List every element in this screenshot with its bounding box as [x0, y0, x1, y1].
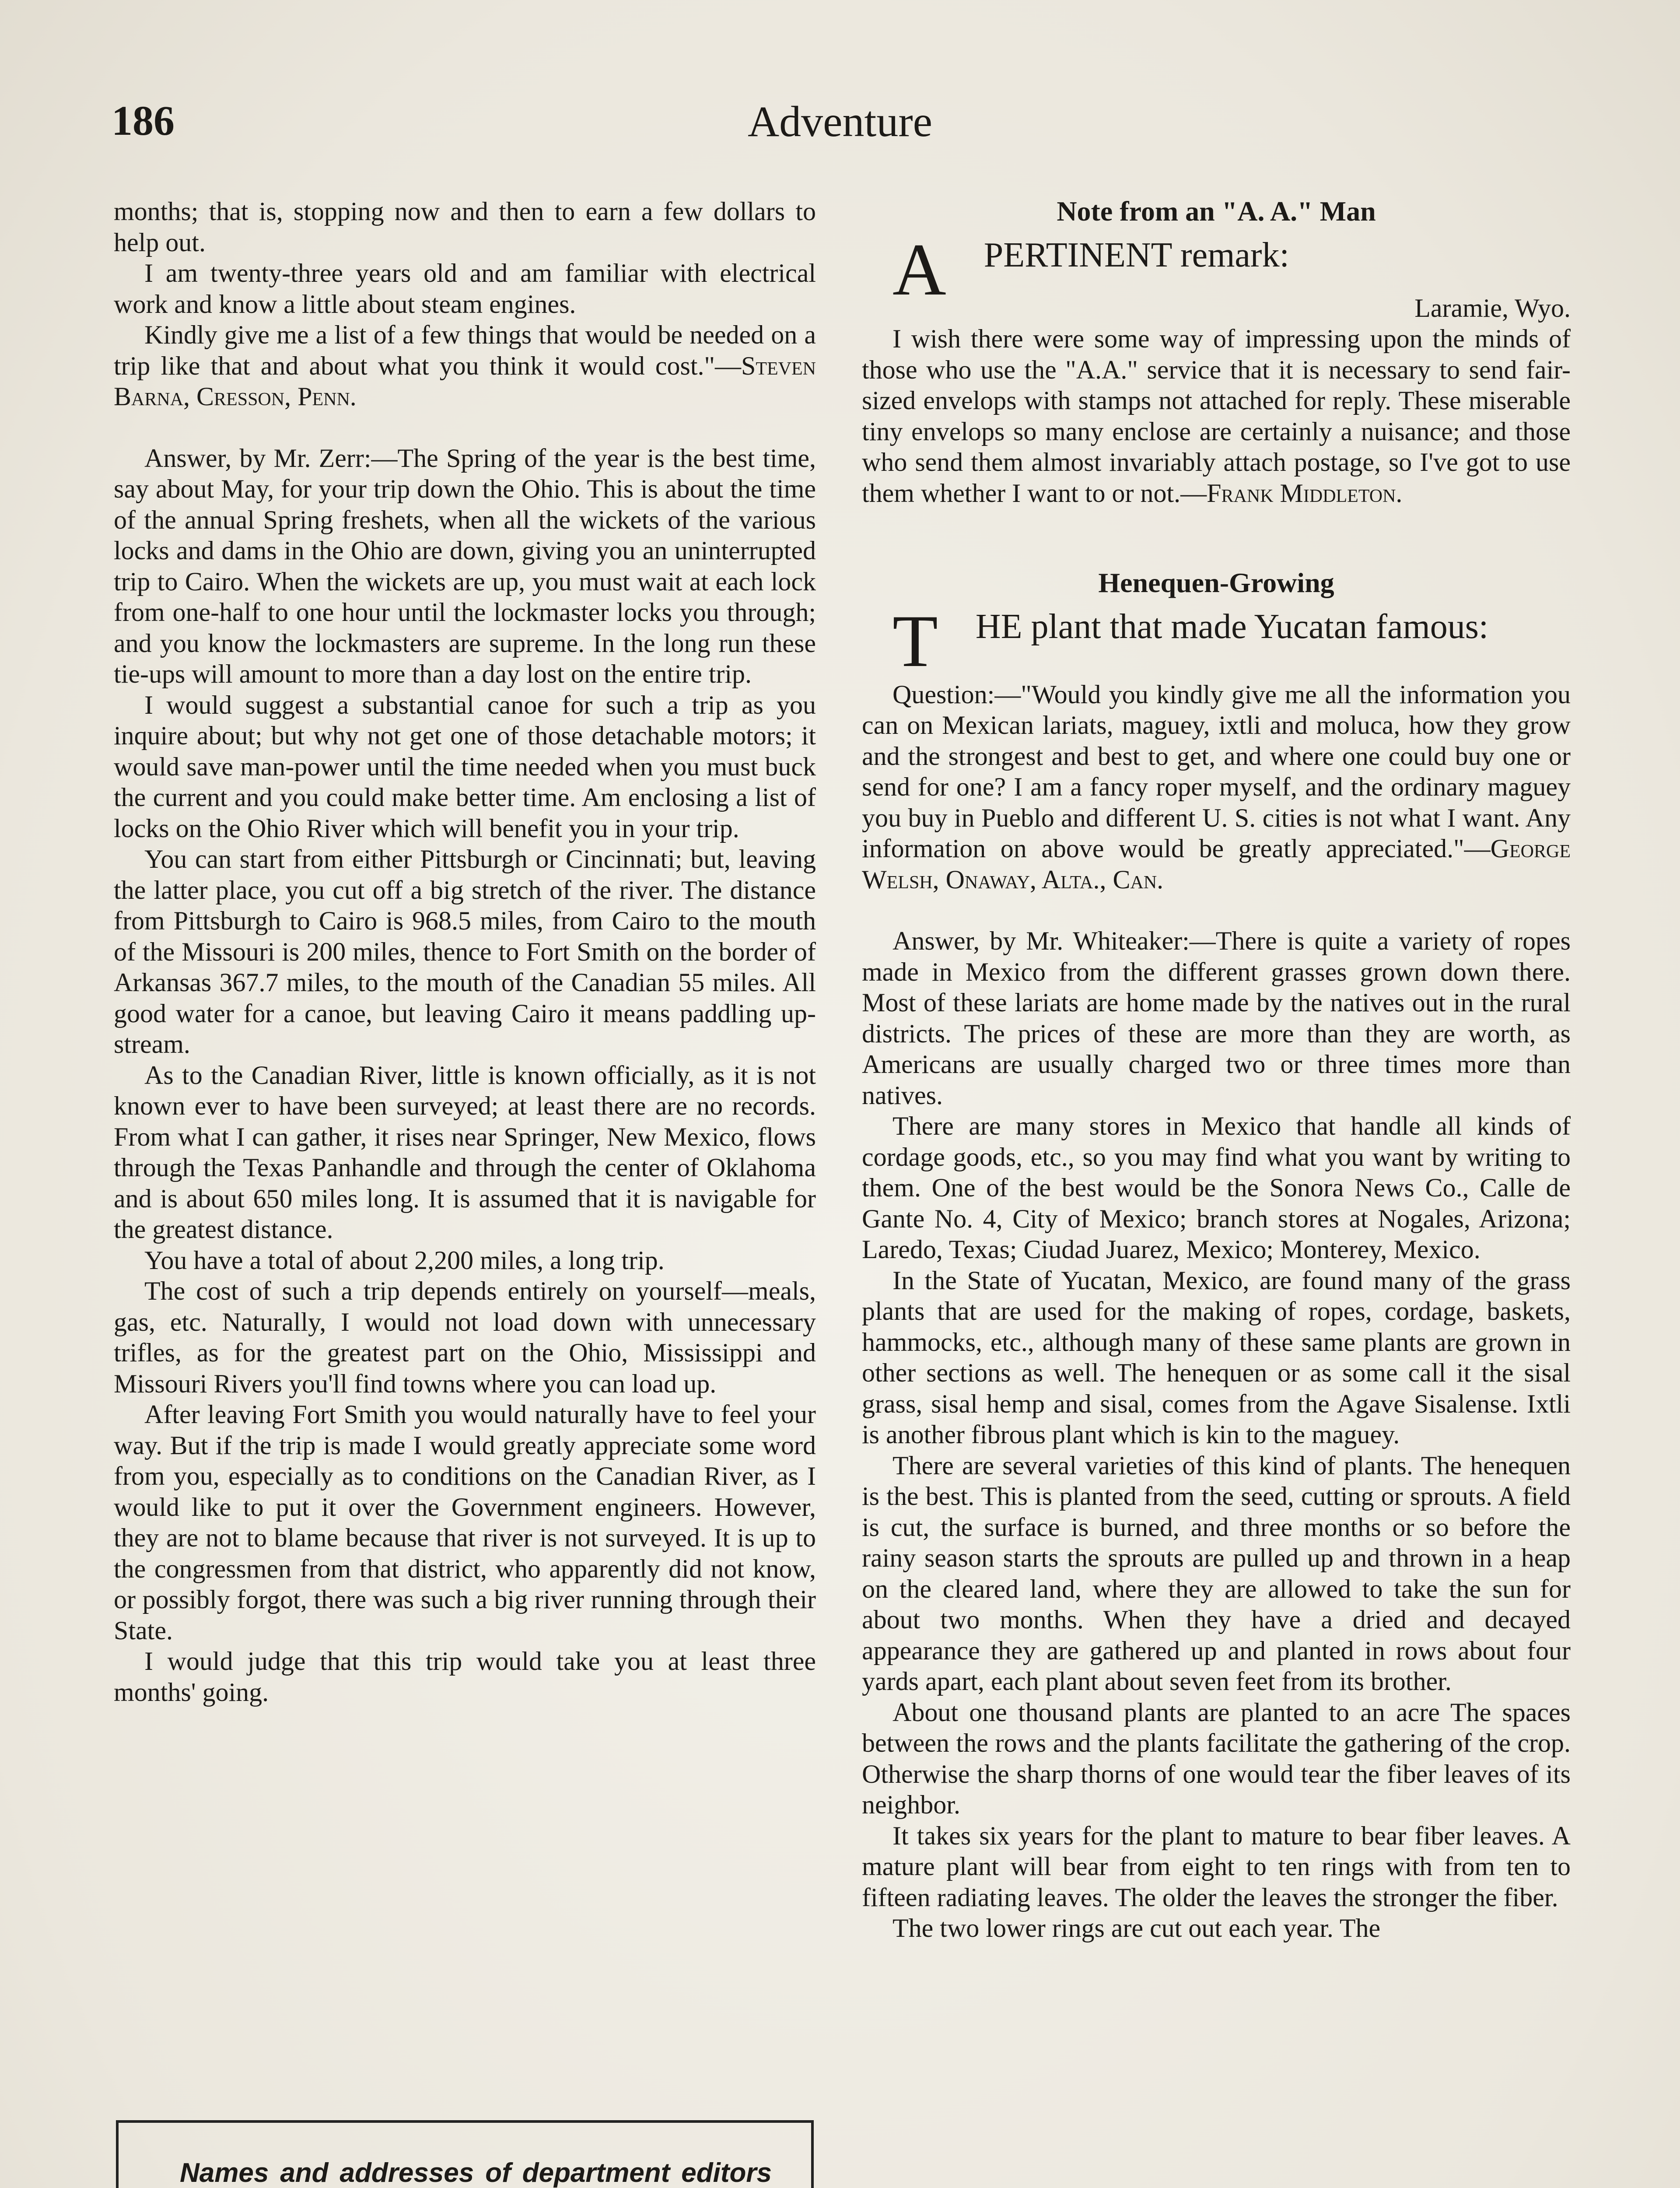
letter-signature: Frank Middleton.: [1207, 478, 1403, 508]
paragraph: About one thousand plants are planted to an acre The spaces between the rows and the plants facilitate the gathering of the crop. Otherwise the sharp thorns of one would tear the fiber leaves of its neighbor.: [862, 1697, 1571, 1819]
answer-paragraph: Answer, by Mr. Whiteaker:—There is quite a variety of ropes made in Mexico from the different grasses grown down there. Most of these lariats are home made by the natives out in the rural districts. The prices of these are more than they are worth, as Americans are usually charged two or three times more than natives.: [862, 926, 1571, 1110]
paragraph: You can start from either Pittsburgh or Cincinnati; but, leaving the latter place, you cut off a big stretch of the river. The distance from Pittsburgh to Cairo is 968.5 miles, from Cairo to the mouth of the Missouri is 200 miles, thence to Fort Smith on the border of Arkansas 367.7 miles, to the mouth of the Canadian 55 miles. All good water for a canoe, but leaving Cairo it means paddling up-stream.: [114, 845, 816, 1059]
paragraph: I would judge that this trip would take you at least three months' going.: [114, 1647, 816, 1707]
paragraph-text: Kindly give me a list of a few things that would be needed on a trip like that and about what you think it would cost."—: [114, 320, 816, 380]
letter-signature: Steven Barna, Cresson, Penn.: [114, 351, 816, 411]
page-number: 186: [112, 97, 175, 144]
section-lead: [862, 600, 1571, 682]
page-header: [112, 92, 1568, 153]
question-paragraph: [862, 679, 1571, 895]
paragraph: The cost of such a trip depends entirely on yourself—meals, gas, etc. Naturally, I would not load down with unnecessary trifles, as for the greatest part on the Ohio, Mississippi and Missouri Rivers you'll find towns where you can load up.: [114, 1276, 816, 1398]
paragraph: There are many stores in Mexico that handle all kinds of cordage goods, etc., so you may find what you want by writing to them. One of the best would be the Sonora News Co., Calle de Gante No. 4, City of Mexico; branch stores at Nogales, Arizona; Laredo, Texas; Ciudad Juarez, Mexico; Monterey, Mexico.: [862, 1112, 1571, 1264]
paragraph: months; that is, stopping now and then to earn a few dollars to help out.: [114, 197, 816, 257]
paragraph: You have a total of about 2,200 miles, a long trip.: [144, 1245, 665, 1275]
section-title: Henequen-Growing: [1098, 567, 1334, 598]
lead-text: PERTINENT remark:: [984, 235, 1289, 274]
running-head-title: Adventure: [747, 97, 933, 146]
paragraph: It takes six years for the plant to mature to bear fiber leaves. A mature plant will bear from eight to ten rings with from ten to fifteen radiating leaves. The older the leaves the stronger the fiber.: [862, 1821, 1571, 1912]
paragraph: The two lower rings are cut out each year. The: [892, 1914, 1381, 1943]
paragraph: After leaving Fort Smith you would naturally have to feel your way. But if the trip is made I would greatly appreciate some word from you, especially as to conditions on the Canadian River, as I would like to put it over the Government engineers. However, they are not to blame because that river is not surveyed. It is up to the congressmen from that district, who apparently did not know, or possibly forgot, there was such a big river running through their State.: [114, 1400, 816, 1645]
answer-paragraph: Answer, by Mr. Zerr:—The Spring of the year is the best time, say about May, for your trip down the Ohio. This is about the time of the annual Spring freshets, when all the wickets of the various locks and dams in the Ohio are down, giving you an uninterrupted trip to Cairo. When the wickets are up, you must wait at each lock from one-half to one hour until the lockmaster locks you through; and you know the lockmasters are supreme. In the long run these tie-ups will amount to more than a day lost on the entire trip.: [114, 443, 816, 688]
editor-notice-box: Names and addresses of department editors: [116, 2120, 814, 2188]
paragraph: [862, 323, 1571, 508]
dateline: Laramie, Wyo.: [1414, 293, 1571, 323]
paragraph: In the State of Yucatan, Mexico, are found many of the grass plants that are used for the making of ropes, cordage, baskets, hammocks, etc., although many of these same plants are grown in other sections as well. The henequen or as some call it the sisal grass, sisal hemp and sisal, comes from the Agave Sisalense. Ixtli is another fibrous plant which is kin to the maguey.: [862, 1266, 1571, 1449]
lead-text: HE plant that made Yucatan famous:: [975, 607, 1489, 646]
left-column: [114, 196, 816, 1708]
section-title: Note from an "A. A." Man: [1057, 196, 1376, 227]
drop-cap: T: [892, 600, 938, 682]
paragraph: There are several varieties of this kind of plants. The henequen is the best. This is planted from the seed, cutting or sprouts. A field is cut, the surface is burned, and three months or so before the rainy season starts the sprouts are pulled up and thrown in a heap on the cleared land, where they are allowed to take the sun for about two months. When they have a dried and decayed appearance they are gathered up and planted in rows about four yards apart, each plant about seven feet from its brother.: [862, 1451, 1571, 1696]
paragraph: I would suggest a substantial canoe for such a trip as you inquire about; but why not get one of those detachable motors; it would save man-power until the time needed when you must buck the current and you could make better time. Am enclosing a list of locks on the Ohio River which will benefit you in your trip.: [114, 690, 816, 843]
letter-signature: George Welsh, Onaway, Alta., Can.: [862, 834, 1571, 894]
paragraph: I am twenty-three years old and am familiar with electrical work and know a little about steam engines.: [114, 259, 816, 319]
right-column: [862, 196, 1571, 1944]
drop-cap: A: [892, 228, 946, 311]
paragraph-text: I wish there were some way of impressing upon the minds of those who use the "A.A." service that it is necessary to send fair-sized envelops with stamps not attached for reply. These miserable tiny envelops so many enclose are certainly a nuisance; and those who send them almost invariably attach postage, so I've got to use them whether I want to or not.—: [862, 324, 1571, 508]
paragraph: [114, 319, 816, 412]
paragraph-text: Question:—"Would you kindly give me all the information you can on Mexican lariats, maguey, ixtli and moluca, how they grow and the strongest and best to get, and where one could buy one or send for one? I am a fancy roper myself, and the ordinary maguey you buy in Pueblo and different U. S. cities is not what I want. Any information on above would be greatly appreciated."—: [862, 680, 1571, 863]
paragraph: As to the Canadian River, little is known officially, as it is not known ever to have been surveyed; at least there are no records. From what I can gather, it rises near Springer, New Mexico, flows through the Texas Panhandle and through the center of Oklahoma and is about 650 miles long. It is assumed that it is navigable for the greatest distance.: [114, 1060, 816, 1244]
